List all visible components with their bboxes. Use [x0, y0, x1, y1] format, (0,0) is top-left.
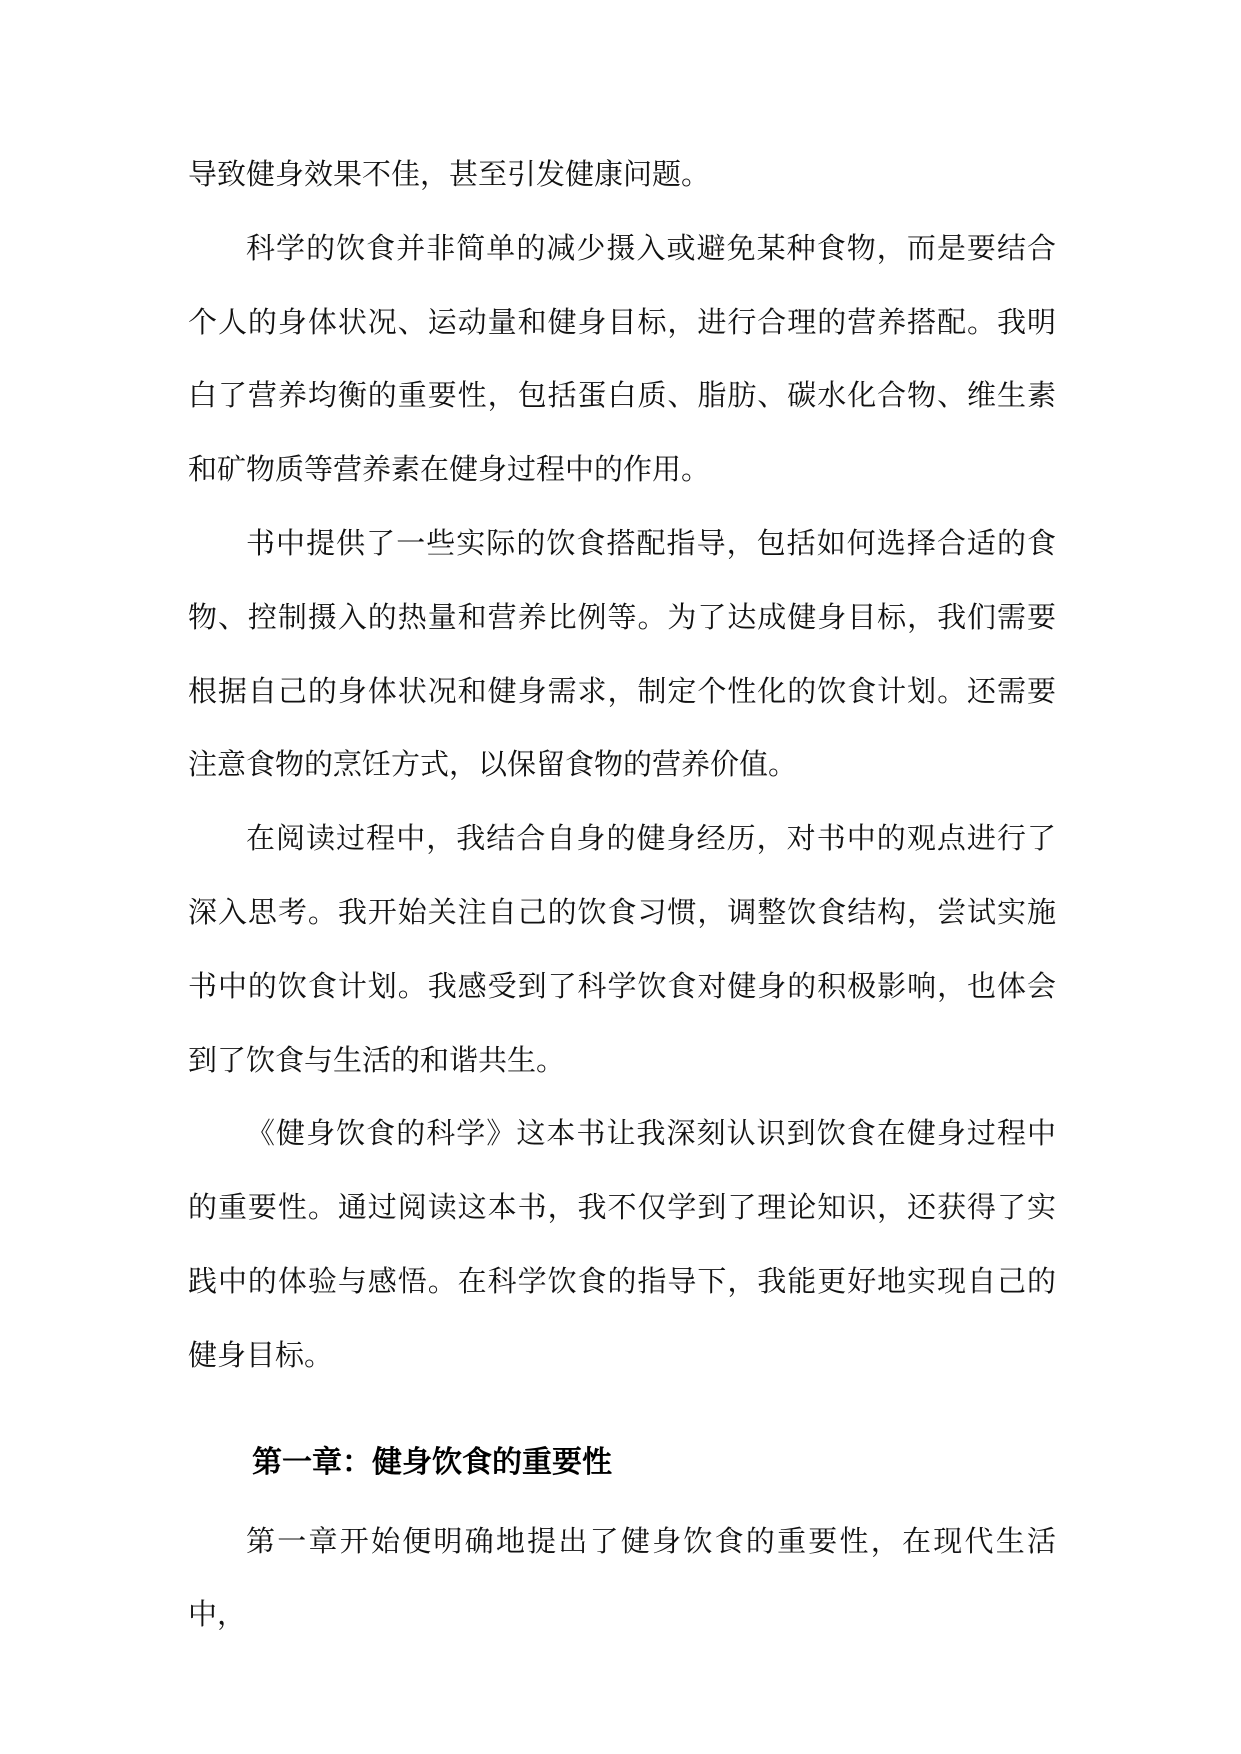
chapter-heading: 第一章：健身饮食的重要性 [252, 1444, 612, 1480]
document-page [188, 138, 1056, 1652]
body-paragraph-3: 书中提供了一些实际的饮食搭配指导，包括如何选择合适的食物、控制摄入的热量和营养比例等。为了达成健身目标，我们需要根据自己的身体状况和健身需求，制定个性化的饮食计划。还需要注意食物的烹饪方式，以保留食物的营养价值。 [188, 525, 1056, 782]
body-paragraph-4: 在阅读过程中，我结合自身的健身经历，对书中的观点进行了深入思考。我开始关注自己的饮食习惯，调整饮食结构，尝试实施书中的饮食计划。我感受到了科学饮食对健身的积极影响，也体会到了饮食与生活的和谐共生。 [188, 821, 1056, 1077]
body-paragraph-2: 科学的饮食并非简单的减少摄入或避免某种食物，而是要结合个人的身体状况、运动量和健身目标，进行合理的营养搭配。我明白了营养均衡的重要性，包括蛋白质、脂肪、碳水化合物、维生素和矿物质等营养素在健身过程中的作用。 [188, 230, 1056, 487]
body-paragraph-5: 《健身饮食的科学》这本书让我深刻认识到饮食在健身过程中的重要性。通过阅读这本书，我不仅学到了理论知识，还获得了实践中的体验与感悟。在科学饮食的指导下，我能更好地实现自己的健身目标。 [188, 1116, 1056, 1372]
chapter-paragraph: 第一章开始便明确地提出了健身饮食的重要性，在现代生活中， [188, 1523, 1056, 1632]
body-paragraph-1: 导致健身效果不佳，甚至引发健康问题。 [188, 157, 711, 191]
